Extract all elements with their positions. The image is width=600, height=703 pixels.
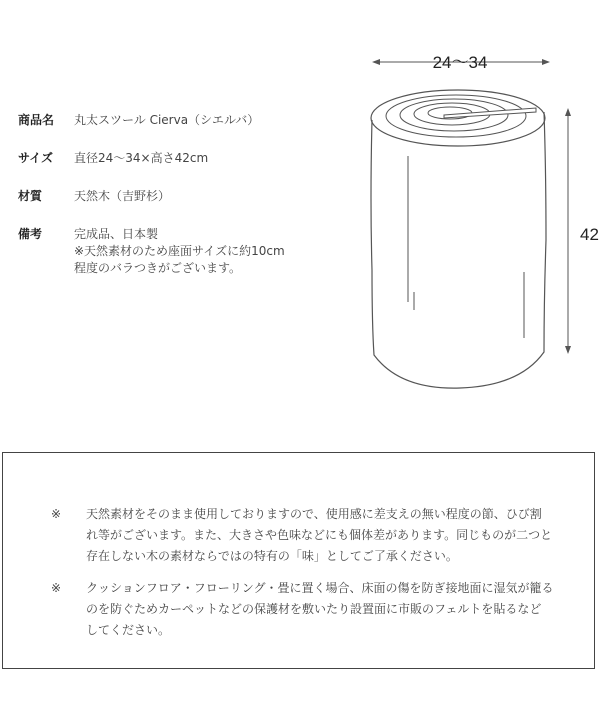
- note-line: のを防ぐためカーペットなどの保護材を敷いたり設置面に市販のフェルトを貼るなど: [86, 602, 542, 616]
- arrow-up-icon: [565, 108, 571, 116]
- spec-label: サイズ: [18, 151, 54, 165]
- notes-box: [2, 452, 595, 669]
- note-line: れ等がございます。また、大きさや色味などにも個体差があります。同じものが二つと: [86, 528, 553, 542]
- spec-value-line: 天然木（吉野杉）: [74, 189, 171, 203]
- arrow-left-icon: [372, 59, 380, 65]
- note-line: 存在しない木の素材ならではの特有の「味」としてご了承ください。: [86, 549, 458, 563]
- stool-dimension-diagram: [360, 40, 600, 400]
- spec-value: [74, 226, 285, 277]
- log-crack: [444, 108, 536, 118]
- width-dimension-label: 24〜34: [432, 53, 488, 72]
- spec-value-line: 程度のバラつきがございます。: [74, 261, 242, 275]
- spec-value: [74, 188, 170, 205]
- log-body: [371, 112, 546, 388]
- spec-label: 備考: [18, 227, 43, 241]
- spec-row-material: [18, 188, 348, 205]
- spec-row-product-name: [18, 112, 348, 129]
- note-text: [86, 578, 566, 641]
- note-line: クッションフロア・フローリング・畳に置く場合、床面の傷を防ぎ接地面に湿気が籠る: [86, 581, 554, 595]
- note-mark: ※: [51, 581, 62, 595]
- arrow-right-icon: [542, 59, 550, 65]
- height-dimension-label: 42: [580, 225, 599, 244]
- spec-value-line: 丸太スツール Cierva（シエルバ）: [74, 113, 260, 127]
- spec-label: 商品名: [18, 113, 55, 127]
- spec-table: [18, 112, 348, 298]
- spec-value-line: 直径24〜34×高さ42cm: [74, 151, 209, 165]
- spec-value-line: ※天然素材のため座面サイズに約10cm: [74, 244, 285, 258]
- arrow-down-icon: [565, 346, 571, 354]
- spec-label: 材質: [18, 189, 43, 203]
- note-text: [86, 504, 566, 567]
- spec-value: [74, 112, 259, 129]
- spec-value-line: 完成品、日本製: [74, 227, 159, 241]
- note-mark: ※: [51, 507, 62, 521]
- spec-value: [74, 150, 208, 167]
- spec-row-size: [18, 150, 348, 167]
- note-line: してください。: [86, 623, 171, 637]
- note-line: 天然素材をそのまま使用しておりますので、使用感に差支えの無い程度の節、ひび割: [86, 507, 542, 521]
- spec-row-remarks: [18, 226, 348, 277]
- log-top: [371, 90, 545, 146]
